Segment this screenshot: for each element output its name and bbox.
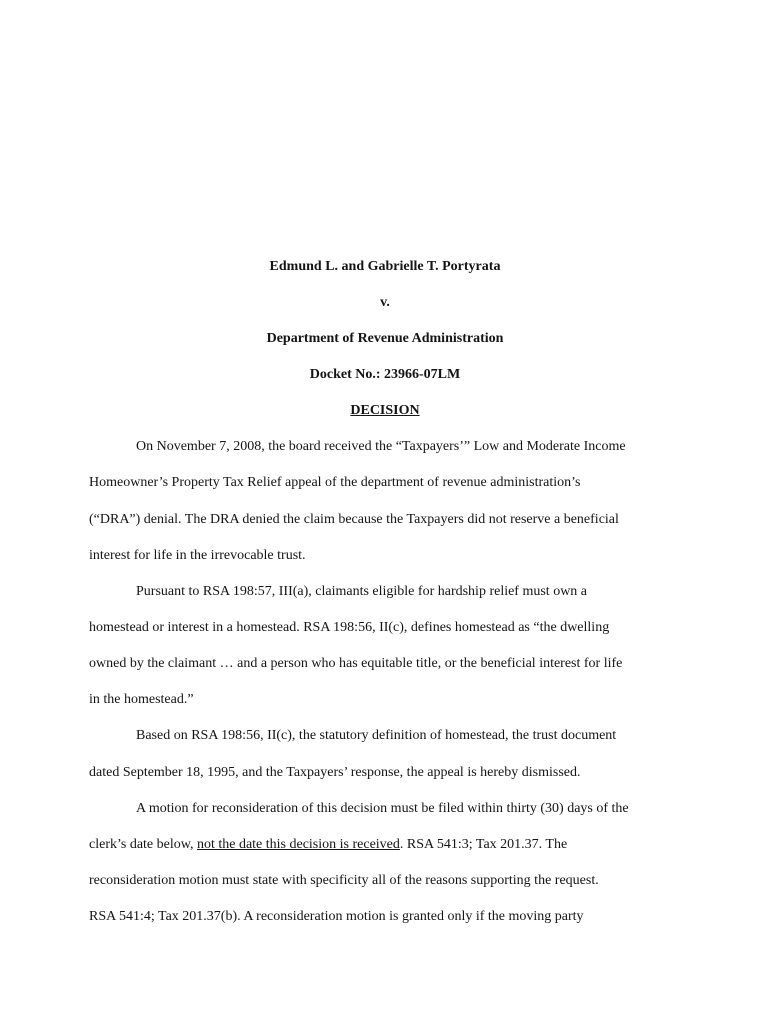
paragraph-4-line-2-start: clerk’s date below, [89,837,197,852]
paragraph-1-line-4: interest for life in the irrevocable trust. [89,548,306,563]
respondent-name: Department of Revenue Administration [266,331,504,346]
docket-number: Docket No.: 23966-07LM [309,367,461,382]
paragraph-1-line-3: (“DRA”) denial. The DRA denied the claim because the Taxpayers did not reserve a beneficial [89,512,619,527]
paragraph-2-line-4: in the homestead.” [89,692,194,707]
paragraph-2-line-1: Pursuant to RSA 198:57, III(a), claimants eligible for hardship relief must own a [136,584,588,599]
paragraph-1-line-1: On November 7, 2008, the board received the “Taxpayers’” Low and Moderate Income [136,439,626,454]
paragraph-4-line-4: RSA 541:4; Tax 201.37(b). A reconsideration motion is granted only if the moving party [89,909,584,924]
paragraph-2-line-2: homestead or interest in a homestead. RSA 198:56, II(c), defines homestead as “the dwelling [89,620,610,635]
decision-heading: DECISION [350,403,420,418]
paragraph-2-line-3: owned by the claimant … and a person who has equitable title, or the beneficial interest for life [89,656,623,671]
underlined-clause: not the date this decision is received [196,837,400,852]
paragraph-4-line-2-end: . RSA 541:3; Tax 201.37. The [399,837,568,852]
paragraph-1-line-2: Homeowner’s Property Tax Relief appeal of the department of revenue administration’s [89,475,581,490]
paragraph-3-line-2: dated September 18, 1995, and the Taxpayers’ response, the appeal is hereby dismissed. [89,765,581,780]
versus-label: v. [380,295,390,310]
paragraph-4-line-1: A motion for reconsideration of this decision must be filed within thirty (30) days of the [136,801,629,816]
paragraph-4-line-2 [89,836,567,854]
case-parties: Edmund L. and Gabrielle T. Portyrata [269,259,501,274]
paragraph-3-line-1: Based on RSA 198:56, II(c), the statutory definition of homestead, the trust document [136,728,617,743]
paragraph-4-line-3: reconsideration motion must state with specificity all of the reasons supporting the request. [89,873,599,888]
